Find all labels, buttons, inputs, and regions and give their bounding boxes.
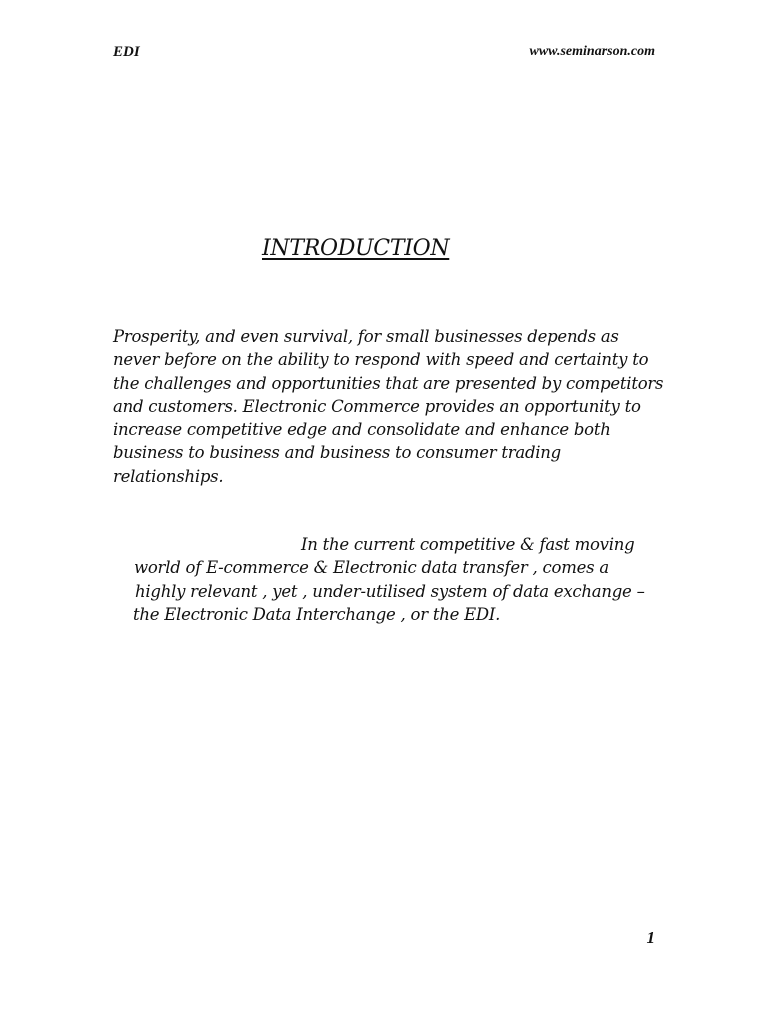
page-number: 1 — [646, 928, 655, 947]
paragraph-line: never before on the ability to respond with speed and certainty to — [113, 350, 649, 370]
header-doc-title: EDI — [113, 44, 140, 60]
paragraph-line: increase competitive edge and consolidate and enhance both — [113, 420, 611, 440]
paragraph-line: highly relevant , yet , under-utilised system of data exchange – — [135, 581, 645, 601]
paragraph-line: In the current competitive & fast moving — [301, 535, 635, 554]
paragraph-line: business to business and business to consumer trading — [113, 443, 561, 463]
paragraph-line: relationships. — [113, 466, 224, 486]
edi-paragraph — [133, 533, 673, 626]
section-title: INTRODUCTION — [262, 236, 450, 261]
paragraph-line: world of E-commerce & Electronic data transfer , comes a — [134, 558, 609, 578]
intro-paragraph — [113, 325, 673, 488]
paragraph-line: the challenges and opportunities that are presented by competitors — [113, 373, 664, 393]
paragraph-line: the Electronic Data Interchange , or the EDI. — [133, 604, 501, 624]
paragraph-line: Prosperity, and even survival, for small businesses depends as — [113, 327, 619, 346]
header-website: www.seminarson.com — [529, 44, 655, 59]
paragraph-line: and customers. Electronic Commerce provides an opportunity to — [113, 396, 641, 416]
